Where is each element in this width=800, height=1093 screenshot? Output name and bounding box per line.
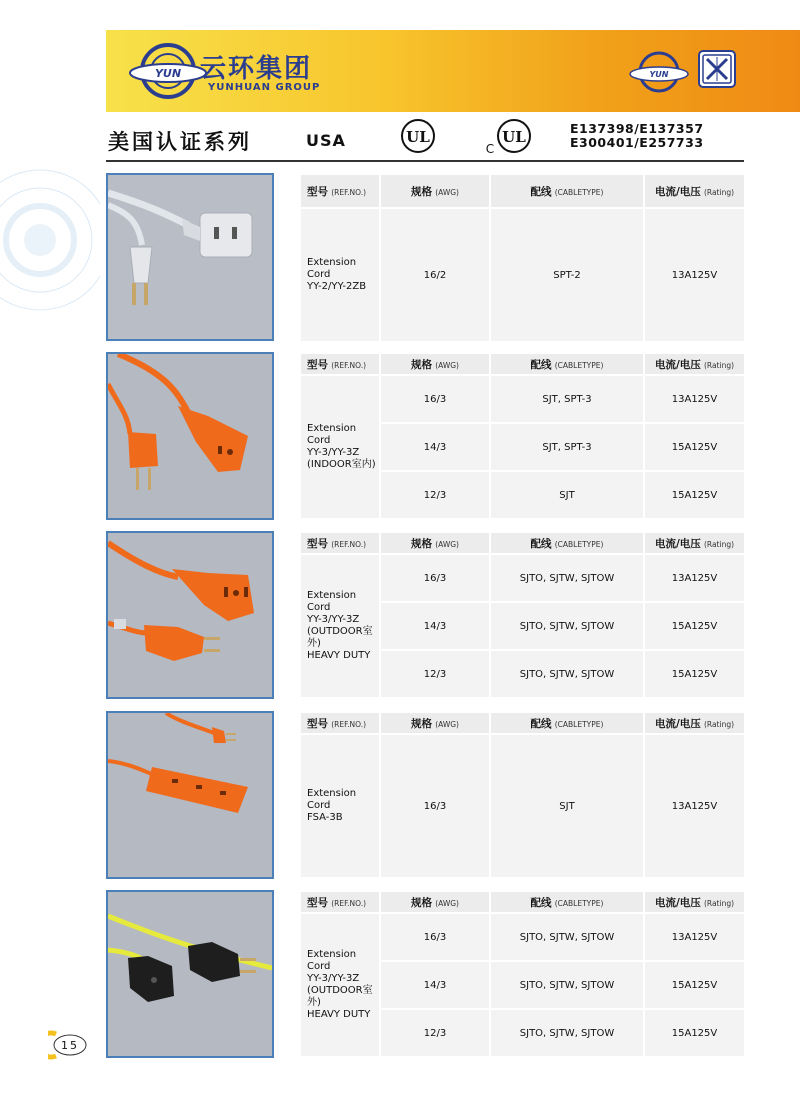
- spec-table-2: [299, 352, 746, 520]
- header-rating: 电流/电压 (Rating): [644, 353, 745, 375]
- header-banner: [106, 30, 800, 112]
- awg-cell: 14/3: [380, 602, 490, 650]
- ul-certification-icon: [400, 118, 436, 154]
- spec-table-3: [299, 531, 746, 699]
- header-ref: 型号 (REF.NO.): [300, 532, 380, 554]
- product-photo-yellow-black-cord: [106, 890, 274, 1058]
- awg-cell: 16/2: [380, 208, 490, 342]
- header-rating: 电流/电压 (Rating): [644, 532, 745, 554]
- cable-cell: SJTO, SJTW, SJTOW: [490, 602, 644, 650]
- cert-line-1: E137398/E137357: [570, 121, 704, 136]
- cul-certification-icon: [484, 118, 532, 156]
- rating-cell: 15A125V: [644, 602, 745, 650]
- table-header-row: [300, 353, 745, 375]
- table-header-row: [300, 891, 745, 913]
- table-row: [300, 375, 745, 423]
- table-row: [300, 554, 745, 602]
- rating-cell: 13A125V: [644, 554, 745, 602]
- ref-cell: Extension Cord YY-3/YY-3Z (INDOOR室内): [300, 375, 380, 519]
- header-ref: 型号 (REF.NO.): [300, 174, 380, 208]
- rating-cell: 13A125V: [644, 208, 745, 342]
- page-number: 15: [61, 1039, 79, 1052]
- yun-small-logo-icon: [628, 48, 690, 96]
- product-photo-grey-cord: [106, 173, 274, 341]
- awg-cell: 12/3: [380, 471, 490, 519]
- brand-name-en: YUNHUAN GROUP: [208, 82, 321, 93]
- yun-logo-text: YUN: [154, 67, 182, 80]
- awg-cell: 16/3: [380, 734, 490, 878]
- header-awg: 规格 (AWG): [380, 174, 490, 208]
- ref-cell: Extension Cord YY-3/YY-3Z (OUTDOOR室外) HEAVY DUTY: [300, 554, 380, 698]
- cable-cell: SJT, SPT-3: [490, 423, 644, 471]
- header-cable: 配线 (CABLETYPE): [490, 712, 644, 734]
- rating-cell: 13A125V: [644, 913, 745, 961]
- title-divider: [106, 160, 744, 162]
- cable-cell: SJTO, SJTW, SJTOW: [490, 961, 644, 1009]
- cable-cell: SJT: [490, 734, 644, 878]
- x-badge-icon: [698, 50, 736, 88]
- awg-cell: 16/3: [380, 913, 490, 961]
- header-awg: 规格 (AWG): [380, 891, 490, 913]
- cert-line-2: E300401/E257733: [570, 135, 704, 150]
- header-awg: 规格 (AWG): [380, 532, 490, 554]
- awg-cell: 12/3: [380, 650, 490, 698]
- rating-cell: 15A125V: [644, 650, 745, 698]
- header-cable: 配线 (CABLETYPE): [490, 174, 644, 208]
- awg-cell: 12/3: [380, 1009, 490, 1057]
- cable-cell: SJTO, SJTW, SJTOW: [490, 554, 644, 602]
- table-header-row: [300, 712, 745, 734]
- cul-c-text: C: [485, 142, 495, 156]
- decorative-circles: [0, 160, 100, 320]
- table-row: [300, 208, 745, 342]
- ref-cell: Extension Cord YY-3/YY-3Z (OUTDOOR室外) HEAVY DUTY: [300, 913, 380, 1057]
- ref-cell: Extension Cord YY-2/YY-2ZB: [300, 208, 380, 342]
- header-rating: 电流/电压 (Rating): [644, 174, 745, 208]
- header-rating: 电流/电压 (Rating): [644, 712, 745, 734]
- rating-cell: 13A125V: [644, 375, 745, 423]
- product-photo-orange-cord: [106, 352, 274, 520]
- rating-cell: 15A125V: [644, 1009, 745, 1057]
- spec-table-4: [299, 711, 746, 879]
- header-cable: 配线 (CABLETYPE): [490, 532, 644, 554]
- spec-table-1: [299, 173, 746, 343]
- awg-cell: 16/3: [380, 554, 490, 602]
- brand-name-cn: 云环集团: [200, 54, 313, 84]
- page-title: 美国认证系列: [108, 130, 252, 154]
- table-header-row: [300, 532, 745, 554]
- cable-cell: SPT-2: [490, 208, 644, 342]
- header-ref: 型号 (REF.NO.): [300, 712, 380, 734]
- header-cable: 配线 (CABLETYPE): [490, 353, 644, 375]
- header-awg: 规格 (AWG): [380, 712, 490, 734]
- rating-cell: 15A125V: [644, 961, 745, 1009]
- region-label: USA: [306, 131, 346, 150]
- table-row: [300, 913, 745, 961]
- yun-small-logo-text: YUN: [649, 70, 669, 79]
- product-photo-orange-outdoor-cord: [106, 531, 274, 699]
- spec-table-5: [299, 890, 746, 1058]
- table-row: [300, 734, 745, 878]
- rating-cell: 13A125V: [644, 734, 745, 878]
- ul-text: UL: [406, 128, 430, 146]
- product-photo-power-strip: [106, 711, 274, 879]
- header-ref: 型号 (REF.NO.): [300, 891, 380, 913]
- header-rating: 电流/电压 (Rating): [644, 891, 745, 913]
- page-number-badge: [48, 1030, 88, 1060]
- awg-cell: 14/3: [380, 961, 490, 1009]
- awg-cell: 16/3: [380, 375, 490, 423]
- cable-cell: SJT, SPT-3: [490, 375, 644, 423]
- cul-ul-text: UL: [502, 128, 526, 146]
- cable-cell: SJTO, SJTW, SJTOW: [490, 1009, 644, 1057]
- awg-cell: 14/3: [380, 423, 490, 471]
- cable-cell: SJT: [490, 471, 644, 519]
- header-ref: 型号 (REF.NO.): [300, 353, 380, 375]
- yun-logo-icon: [128, 40, 208, 102]
- header-awg: 规格 (AWG): [380, 353, 490, 375]
- table-header-row: [300, 174, 745, 208]
- header-cable: 配线 (CABLETYPE): [490, 891, 644, 913]
- ref-cell: Extension Cord FSA-3B: [300, 734, 380, 878]
- cable-cell: SJTO, SJTW, SJTOW: [490, 913, 644, 961]
- rating-cell: 15A125V: [644, 423, 745, 471]
- rating-cell: 15A125V: [644, 471, 745, 519]
- certificate-numbers: [570, 122, 704, 150]
- cable-cell: SJTO, SJTW, SJTOW: [490, 650, 644, 698]
